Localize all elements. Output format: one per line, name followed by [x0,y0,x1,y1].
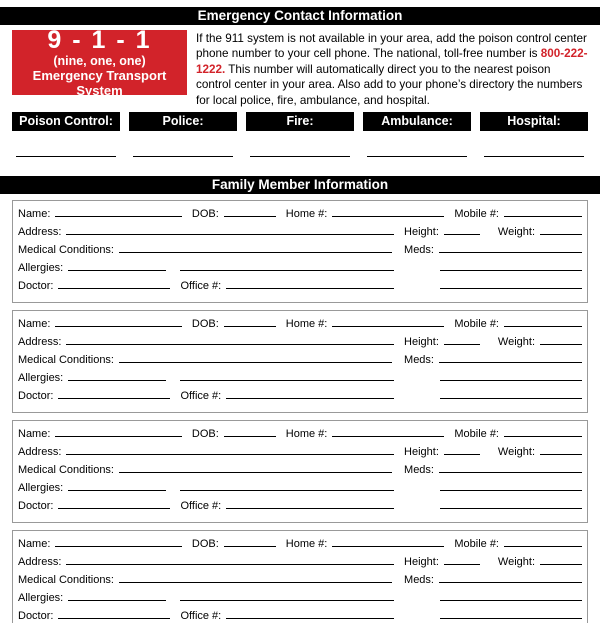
doctor-label: Doctor: [18,500,54,512]
height-label: Height: [404,556,439,568]
member-row-medical [18,463,582,481]
meds-label: Meds: [404,354,434,366]
emergency-transport-caption: Emergency Transport System [32,68,167,98]
member-row-allergies [18,591,582,609]
mobile-phone-field-line [504,537,582,547]
poison-control-blank-line [16,156,116,157]
family-member-section [12,530,588,623]
member-row-doctor [18,609,582,623]
allergies-continuation-line [180,481,394,491]
member-row-medical [18,573,582,591]
member-row-address [18,445,582,463]
member-row-doctor [18,389,582,407]
allergies-label: Allergies: [18,262,64,274]
dob-field-line [224,537,276,547]
address-field-line [66,445,394,455]
weight-label: Weight: [497,226,535,238]
allergies-label: Allergies: [18,592,64,604]
hospital-blank-line [484,156,584,157]
mobile-phone-label: Mobile #: [454,208,499,220]
mobile-phone-label: Mobile #: [454,538,499,550]
weight-label: Weight: [497,556,535,568]
address-label: Address: [18,226,62,238]
weight-label: Weight: [497,336,535,348]
allergies-field-line [68,481,166,491]
medical-conditions-field-line [119,573,392,583]
office-phone-field-line [226,609,394,619]
fire-blank [246,131,354,157]
member-row-doctor [18,499,582,517]
allergies-continuation-line [180,591,394,601]
nine-one-one-subtitle: (nine, one, one) [53,54,146,68]
name-field-line [55,317,181,327]
doctor-field-line [58,389,170,399]
fire-blank-line [250,156,350,157]
height-label: Height: [404,336,439,348]
weight-field-line [540,225,582,235]
label-police: Police: [129,112,237,131]
meds-field-line [439,353,582,363]
nine-one-one-box [12,26,187,98]
medical-conditions-label: Medical Conditions: [18,244,114,256]
label-poison-control: Poison Control: [12,112,120,131]
address-label: Address: [18,336,62,348]
office-phone-field-line [226,279,394,289]
name-label: Name: [18,428,51,440]
allergies-field-line [68,261,166,271]
dob-field-line [224,427,276,437]
member-row-address [18,335,582,353]
meds-continuation-line-2 [440,499,582,509]
mobile-phone-field-line [504,317,582,327]
nine-one-one-number: 9 - 1 - 1 [47,26,152,54]
medical-conditions-label: Medical Conditions: [18,464,114,476]
meds-field-line [439,243,582,253]
family-member-section [12,200,588,303]
meds-label: Meds: [404,464,434,476]
allergies-field-line [68,591,166,601]
member-row-medical [18,243,582,261]
poison-control-instructions [196,30,588,107]
meds-continuation-line-2 [440,609,582,619]
meds-continuation-line-1 [440,591,582,601]
member-row-name [18,427,582,445]
meds-label: Meds: [404,244,434,256]
meds-label: Meds: [404,574,434,586]
instructions-text-before: If the 911 system is not available in your area, add the poison control center phone number to your cell phone. The national, toll-free number is [196,32,587,61]
dob-label: DOB: [191,538,219,550]
name-label: Name: [18,208,51,220]
member-row-allergies [18,481,582,499]
hospital-blank [480,131,588,157]
label-ambulance: Ambulance: [363,112,471,131]
name-field-line [55,427,181,437]
family-member-section [12,310,588,413]
height-label: Height: [404,446,439,458]
member-row-allergies [18,261,582,279]
name-field-line [55,207,181,217]
name-label: Name: [18,318,51,330]
meds-continuation-line-1 [440,261,582,271]
member-row-name [18,207,582,225]
meds-continuation-line-1 [440,481,582,491]
poison-control-phone-number: 800-222-1222. [196,47,588,76]
doctor-label: Doctor: [18,390,54,402]
label-hospital: Hospital: [480,112,588,131]
intro-section [12,26,588,107]
office-phone-label: Office #: [180,390,222,402]
address-label: Address: [18,556,62,568]
weight-field-line [540,445,582,455]
weight-field-line [540,335,582,345]
medical-conditions-field-line [119,463,392,473]
family-member-header: Family Member Information [0,176,600,194]
doctor-field-line [58,279,170,289]
meds-field-line [439,463,582,473]
allergies-label: Allergies: [18,482,64,494]
police-blank [129,131,237,157]
home-phone-label: Home #: [285,428,328,440]
doctor-label: Doctor: [18,610,54,622]
ambulance-blank [363,131,471,157]
office-phone-field-line [226,389,394,399]
mobile-phone-label: Mobile #: [454,318,499,330]
meds-continuation-line-2 [440,389,582,399]
address-field-line [66,555,394,565]
emergency-numbers-row [12,112,588,131]
family-members-list [0,200,600,623]
dob-field-line [224,207,276,217]
dob-field-line [224,317,276,327]
dob-label: DOB: [191,208,219,220]
height-field-line [444,445,480,455]
meds-continuation-line-2 [440,279,582,289]
mobile-phone-label: Mobile #: [454,428,499,440]
member-row-allergies [18,371,582,389]
name-label: Name: [18,538,51,550]
office-phone-label: Office #: [180,280,222,292]
height-field-line [444,225,480,235]
doctor-label: Doctor: [18,280,54,292]
member-row-name [18,537,582,555]
emergency-numbers-blank-lines [12,131,588,157]
member-row-doctor [18,279,582,297]
height-field-line [444,555,480,565]
mobile-phone-field-line [504,207,582,217]
height-label: Height: [404,226,439,238]
meds-field-line [439,573,582,583]
name-field-line [55,537,181,547]
home-phone-label: Home #: [285,318,328,330]
height-field-line [444,335,480,345]
weight-label: Weight: [497,446,535,458]
weight-field-line [540,555,582,565]
home-phone-field-line [332,317,444,327]
office-phone-label: Office #: [180,500,222,512]
address-field-line [66,225,394,235]
meds-continuation-line-1 [440,371,582,381]
address-field-line [66,335,394,345]
mobile-phone-field-line [504,427,582,437]
dob-label: DOB: [191,318,219,330]
home-phone-field-line [332,427,444,437]
allergies-continuation-line [180,371,394,381]
home-phone-label: Home #: [285,208,328,220]
office-phone-label: Office #: [180,610,222,622]
address-label: Address: [18,446,62,458]
ambulance-blank-line [367,156,467,157]
medical-conditions-field-line [119,353,392,363]
member-row-address [18,225,582,243]
allergies-label: Allergies: [18,372,64,384]
home-phone-field-line [332,537,444,547]
member-row-name [18,317,582,335]
member-row-medical [18,353,582,371]
medical-conditions-field-line [119,243,392,253]
instructions-text-after: This number will automatically direct you to the nearest poison control center in your area. Also add to your phone’s directory the numbers for local police, fire, ambulance, and hospital. [196,62,583,107]
label-fire: Fire: [246,112,354,131]
allergies-continuation-line [180,261,394,271]
doctor-field-line [58,609,170,619]
emergency-contact-header: Emergency Contact Information [0,7,600,25]
poison-control-blank [12,131,120,157]
doctor-field-line [58,499,170,509]
family-member-section [12,420,588,523]
dob-label: DOB: [191,428,219,440]
medical-conditions-label: Medical Conditions: [18,354,114,366]
medical-conditions-label: Medical Conditions: [18,574,114,586]
police-blank-line [133,156,233,157]
home-phone-field-line [332,207,444,217]
office-phone-field-line [226,499,394,509]
member-row-address [18,555,582,573]
allergies-field-line [68,371,166,381]
home-phone-label: Home #: [285,538,328,550]
